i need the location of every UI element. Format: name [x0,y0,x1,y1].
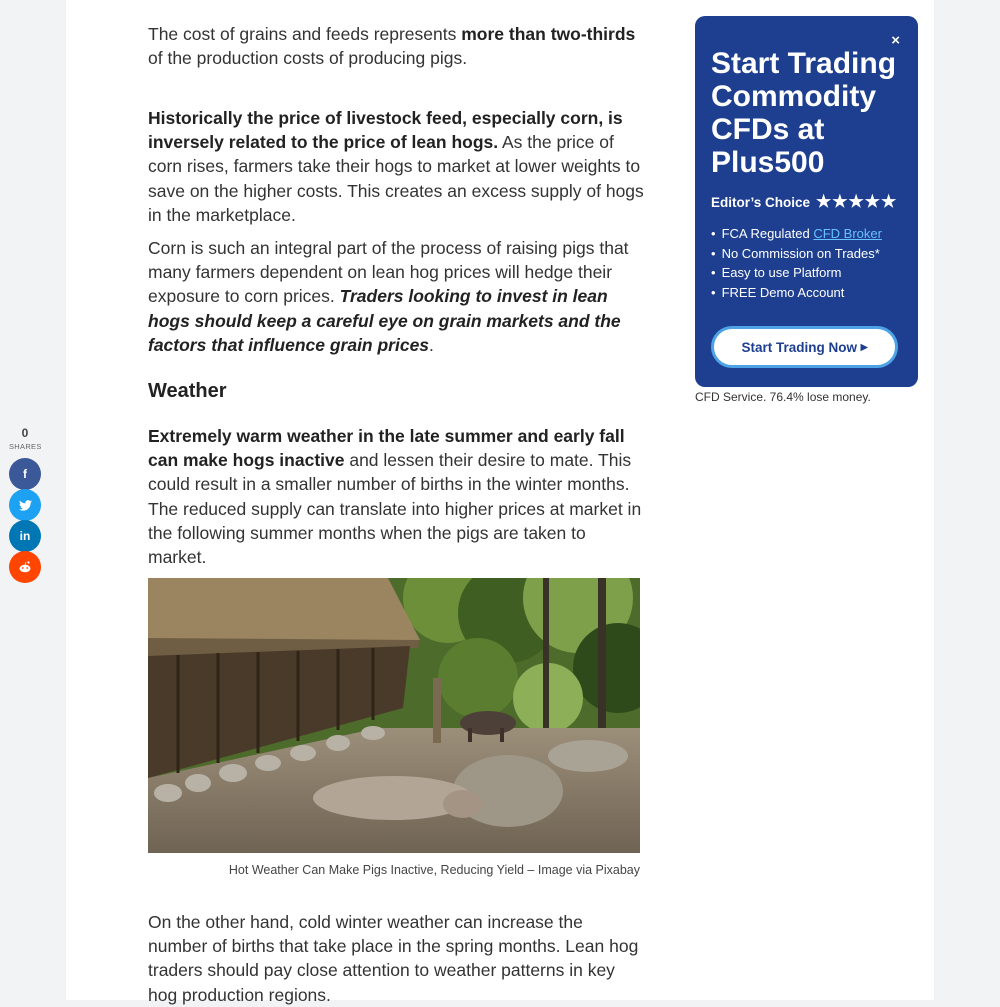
share-label: SHARES [9,442,42,451]
paragraph-feed-costs [148,22,644,70]
text: . [429,334,434,355]
ad-title: Start Trading Commodity CFDs at Plus500 [711,47,897,179]
social-share-bar [9,426,42,543]
start-trading-button[interactable] [711,326,898,368]
ad-feature-item: • Easy to use Platform [711,263,882,283]
paragraph-warm-weather [148,424,644,569]
bold-text: more than two-thirds [461,24,636,44]
paragraph-cold-weather: On the other hand, cold winter weather can increase the number of births that take place in the spring months. Lean hog traders should pay close attention to weather patterns in key hog production regions. [148,912,639,1005]
pigs-photo-illustration [148,578,640,853]
text: The cost of grains and feeds represents [148,24,462,44]
caret-right-icon: ▸ [860,339,868,354]
close-icon[interactable]: × [891,32,900,49]
text: and lessen their desire to mate. This could result in a smaller number of births in the winter months. The reduced supply can translate into higher prices at market in the following summer months when the pigs are taken to market. [148,450,642,568]
image-caption: Hot Weather Can Make Pigs Inactive, Reducing Yield – Image via Pixabay [228,863,640,877]
facebook-icon: f [23,467,27,481]
pigs-barn-photo [148,578,640,853]
editors-choice [711,192,897,212]
editors-choice-label: Editor’s Choice [711,194,811,210]
section-heading-weather: Weather [148,380,227,402]
plus500-ad-banner[interactable] [695,16,918,387]
linkedin-icon: in [19,529,31,543]
facebook-share-button[interactable] [9,458,41,490]
text: As the price of corn rises, farmers take their hogs to market at lower weights to save on the higher costs. This creates an excess supply of hogs in the marketplace. [148,132,644,225]
ad-feature-item: • No Commission on Trades* [711,244,882,264]
share-count: 0 [21,426,29,440]
bold-italic-text: Traders looking to invest in lean hogs should keep a careful eye on grain markets and the factors that influence grain prices [148,286,621,355]
ad-feature-item: • FREE Demo Account [711,283,882,303]
rating-stars-icon: ★★★★★ [816,192,898,211]
twitter-share-button[interactable] [9,489,41,521]
cta-label: Start Trading Now [741,339,857,355]
ad-feature-list [711,224,882,303]
text: FCA Regulated [721,226,814,241]
paragraph-hedging [148,236,644,357]
bold-text: Historically the price of livestock feed, especially corn, is inversely related to the price of lean hogs. [148,108,623,153]
reddit-share-button[interactable] [9,551,41,583]
ad-disclaimer: CFD Service. 76.4% lose money. [695,390,871,404]
linkedin-share-button[interactable] [9,520,41,552]
reddit-icon [18,561,32,573]
text: of the production costs of producing pigs. [148,48,468,69]
bold-text: Extremely warm weather in the late summer and early fall can make hogs inactive [148,426,625,471]
text: Corn is such an integral part of the process of raising pigs that many farmers dependent on lean hog prices will hedge their exposure to corn prices. [148,238,629,307]
twitter-icon [19,500,32,511]
cfd-broker-link[interactable]: CFD Broker [813,226,882,241]
ad-feature-item [711,224,882,244]
paragraph-corn-price [148,106,644,227]
